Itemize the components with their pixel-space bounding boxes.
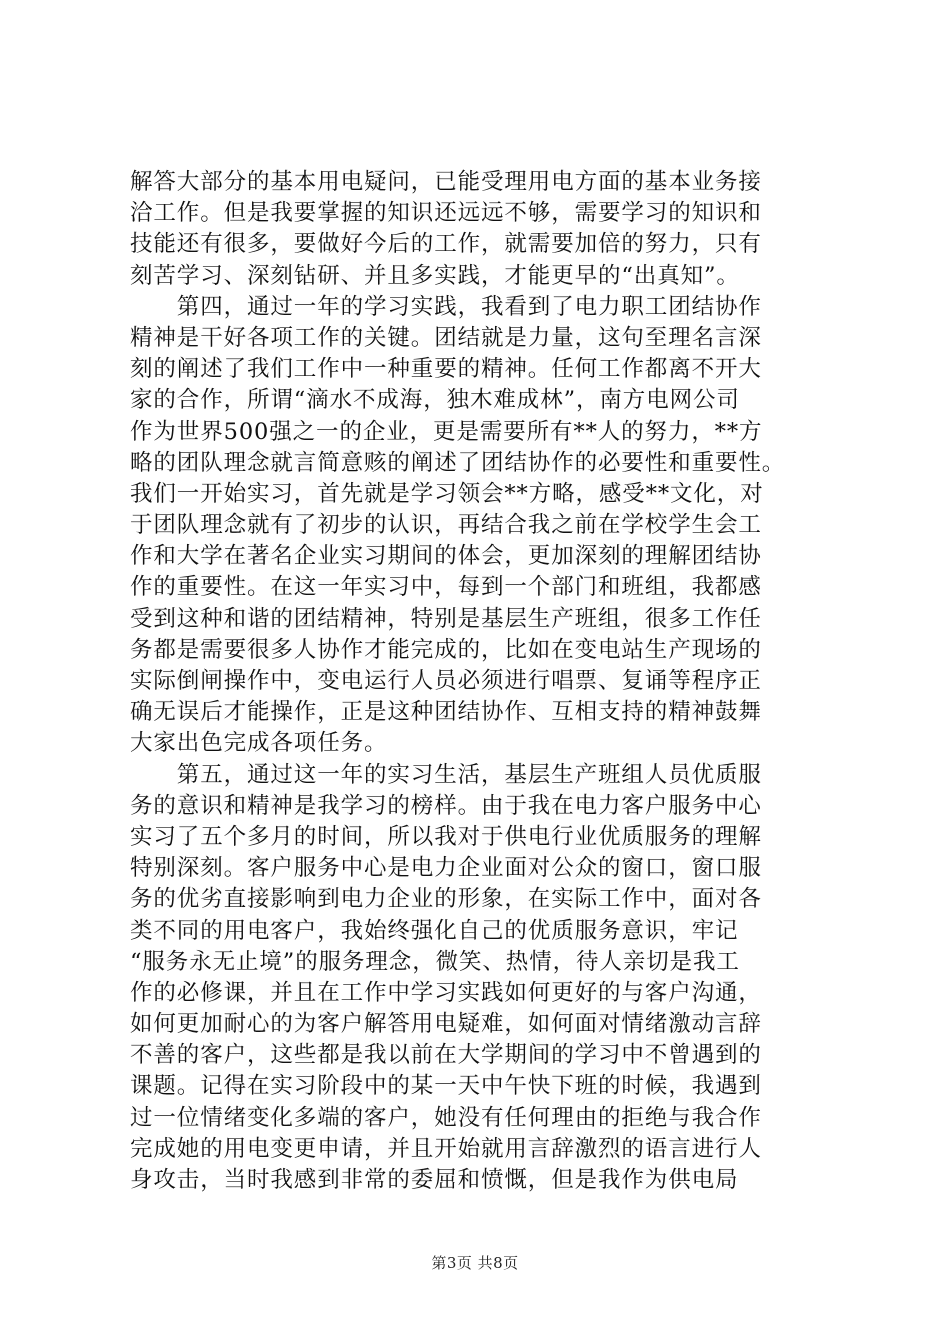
text-line: 作的重要性。在这一年实习中，每到一个部门和班组，我都感 — [130, 574, 762, 601]
text-line: 受到这种和谐的团结精神，特别是基层生产班组，很多工作任 — [130, 605, 762, 632]
body-text — [130, 167, 830, 1196]
text-line: 不善的客户，这些都是我以前在大学期间的学习中不曾遇到的 — [130, 1042, 762, 1069]
text-line: 第四，通过一年的学习实践，我看到了电力职工团结协作 — [130, 293, 762, 320]
text-line: 刻苦学习、深刻钻研、并且多实践，才能更早的“出真知”。 — [130, 262, 740, 289]
text-line: 务的优劣直接影响到电力企业的形象，在实际工作中，面对各 — [130, 886, 762, 913]
text-line: 我们一开始实习，首先就是学习领会**方略，感受**文化，对 — [130, 480, 764, 507]
text-line: 于团队理念就有了初步的认识，再结合我之前在学校学生会工 — [130, 512, 762, 539]
text-line: 家的合作，所谓“滴水不成海，独木难成林”，南方电网公司 — [130, 387, 740, 414]
text-line: 身攻击，当时我感到非常的委屈和愤慨，但是我作为供电局 — [130, 1167, 739, 1193]
text-line: 务的意识和精神是我学习的榜样。由于我在电力客户服务中心 — [130, 792, 762, 819]
text-line: 作为世界500强之一的企业，更是需要所有**人的努力，**方 — [130, 418, 763, 445]
text-line: 确无误后才能操作，正是这种团结协作、互相支持的精神鼓舞 — [130, 699, 762, 726]
text-line: 完成她的用电变更申请，并且开始就用言辞激烈的语言进行人 — [130, 1135, 762, 1162]
text-line: 作的必修课，并且在工作中学习实践如何更好的与客户沟通， — [130, 979, 762, 1006]
text-line: 技能还有很多，要做好今后的工作，就需要加倍的努力，只有 — [130, 231, 762, 258]
text-line: 实际倒闸操作中，变电运行人员必须进行唱票、复诵等程序正 — [130, 668, 762, 694]
text-line: 课题。记得在实习阶段中的某一天中午快下班的时候，我遇到 — [130, 1073, 762, 1100]
text-line: 作和大学在著名企业实习期间的体会，更加深刻的理解团结协 — [130, 543, 762, 570]
text-line: 大家出色完成各项任务。 — [130, 730, 388, 757]
text-line: 如何更加耐心的为客户解答用电疑难，如何面对情绪激动言辞 — [130, 1011, 762, 1038]
text-line: 第五，通过这一年的实习生活，基层生产班组人员优质服 — [130, 761, 762, 788]
text-line: 刻的阐述了我们工作中一种重要的精神。任何工作都离不开大 — [130, 356, 762, 383]
text-line: 务都是需要很多人协作才能完成的，比如在变电站生产现场的 — [130, 636, 762, 663]
text-line: 类不同的用电客户，我始终强化自己的优质服务意识，牢记 — [130, 917, 739, 944]
text-line: 过一位情绪变化多端的客户，她没有任何理由的拒绝与我合作 — [130, 1104, 762, 1131]
text-line: 解答大部分的基本用电疑问，已能受理用电方面的基本业务接 — [130, 169, 762, 195]
page-number-footer: 第3页 共8页 — [431, 1254, 519, 1272]
text-line: 特别深刻。客户服务中心是电力企业面对公众的窗口，窗口服 — [130, 855, 762, 882]
text-line: 实习了五个多月的时间，所以我对于供电行业优质服务的理解 — [130, 823, 762, 850]
text-line: “服务永无止境”的服务理念，微笑、热情，待人亲切是我工 — [130, 948, 740, 975]
text-line: 精神是干好各项工作的关键。团结就是力量，这句至理名言深 — [130, 324, 762, 351]
text-line: 略的团队理念就言简意赅的阐述了团结协作的必要性和重要性。 — [130, 449, 786, 476]
text-line: 洽工作。但是我要掌握的知识还远远不够，需要学习的知识和 — [130, 200, 762, 227]
